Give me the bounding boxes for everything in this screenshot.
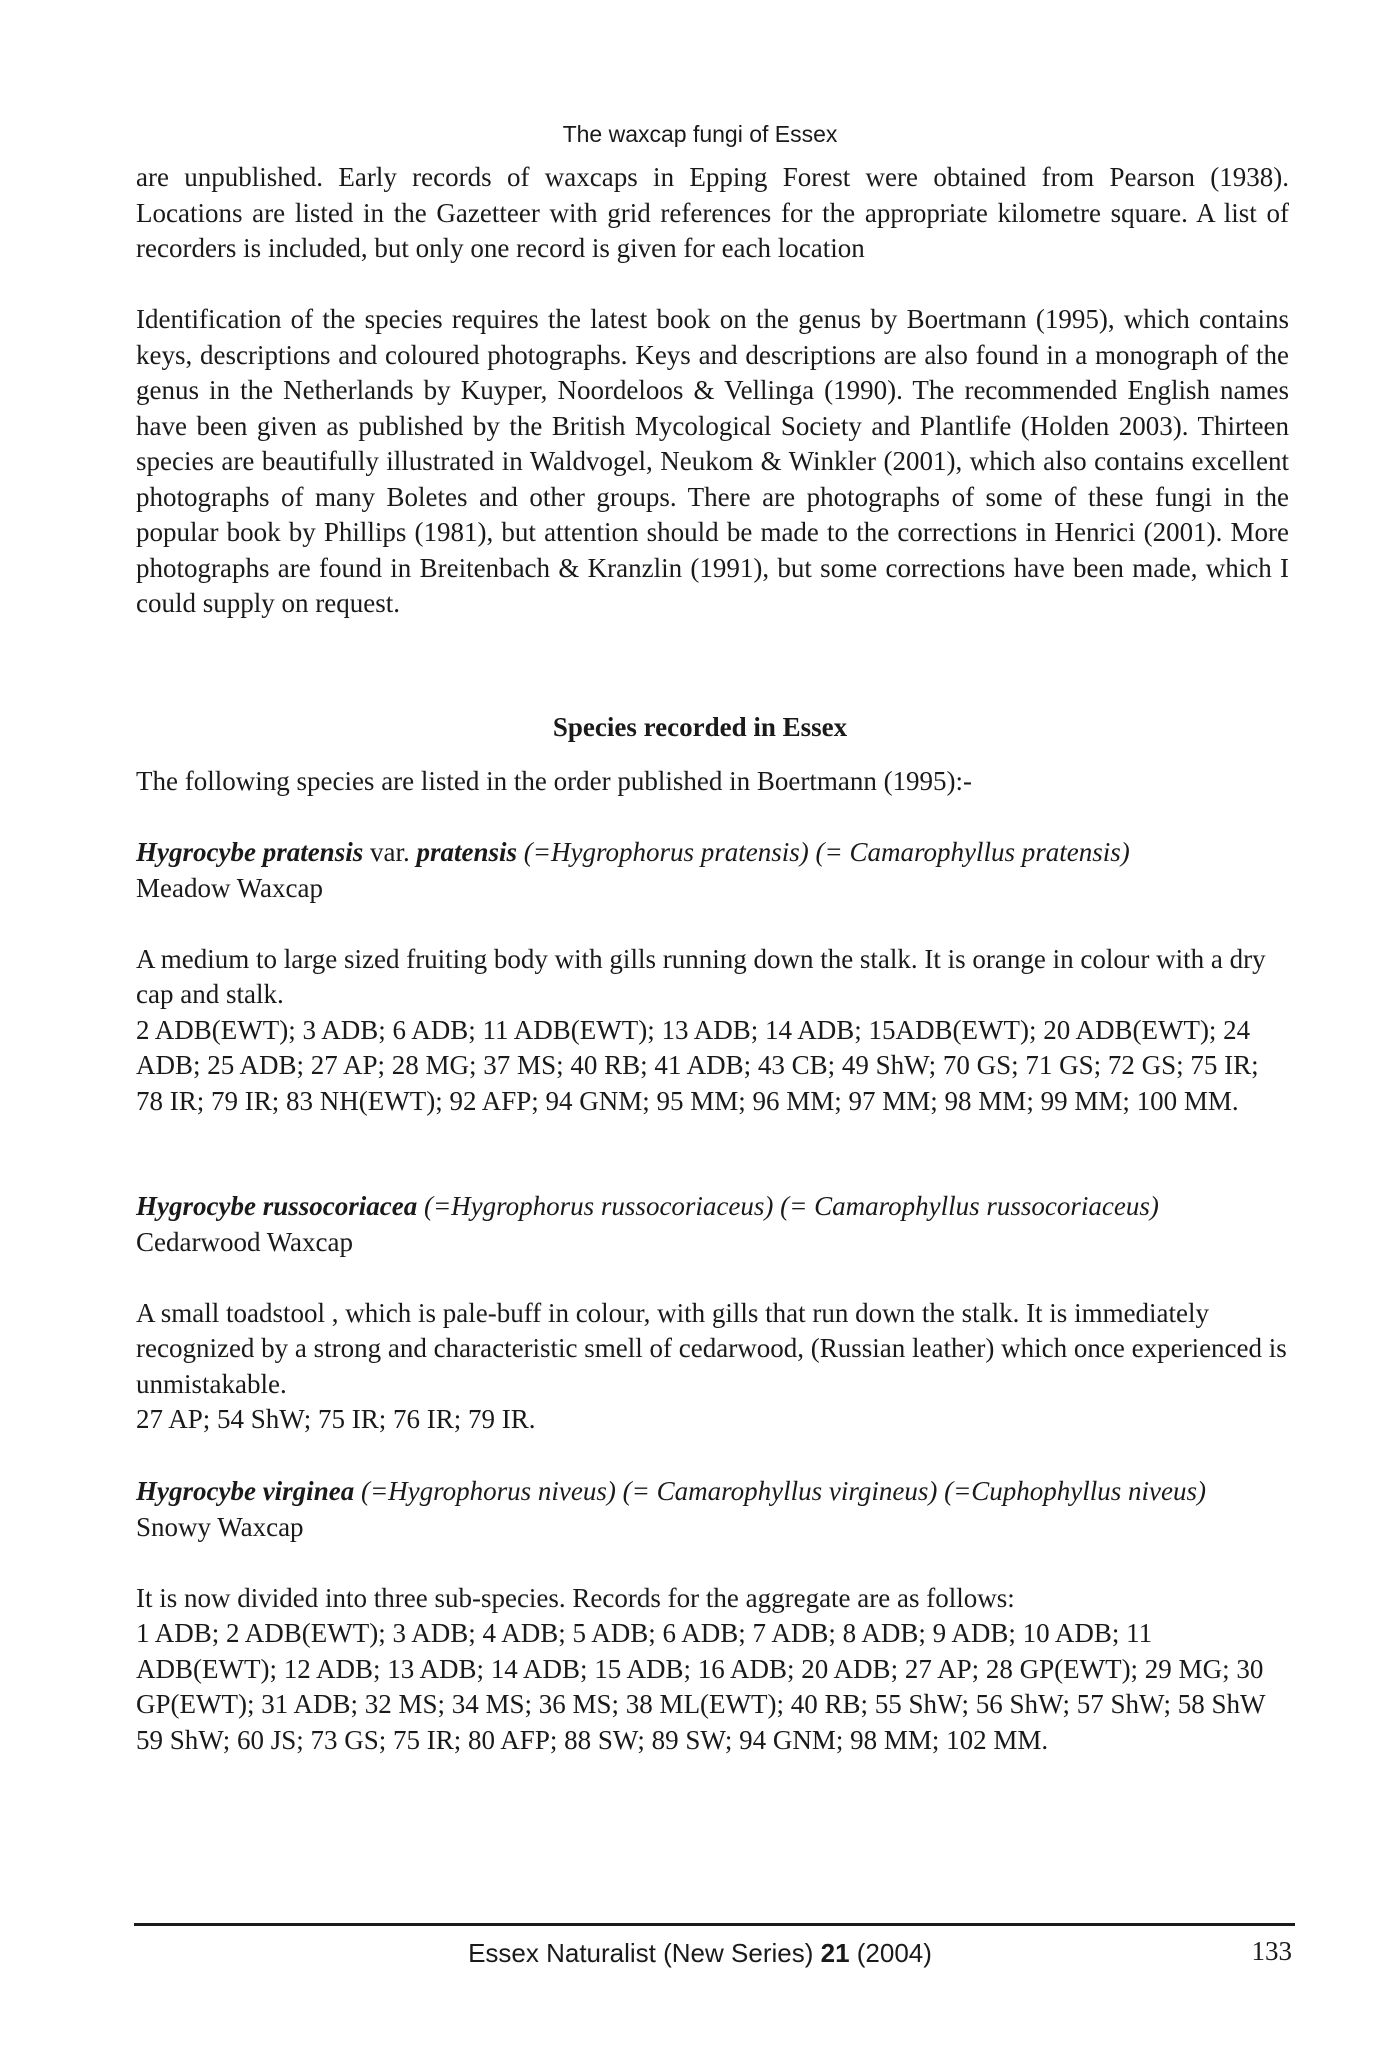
common-name: Snowy Waxcap <box>136 1511 304 1542</box>
page-number: 133 <box>1251 1936 1292 1966</box>
species-name: Hygrocybe virginea <box>136 1476 355 1506</box>
species-entry-virginea <box>136 1474 1289 1758</box>
intro-paragraph-2: Identification of the species requires the latest book on the genus by Boertmann (1995), which contains keys, descriptions and coloured photographs. Keys and descriptions are also found in a monograph of the genus in the Netherlands by Kuyper, Noordeloos & Vellinga (1990). The recommended English names have been given as published by the British Mycological Society and Plantlife (Holden 2003). Thirteen species are beautifully illustrated in Waldvogel, Neukom & Winkler (2001), which also contains excellent photographs of many Boletes and other groups. There are photographs of some of these fungi in the popular book by Phillips (1981), but attention should be made to the corrections in Henrici (2001). More photographs are found in Breitenbach & Kranzlin (1991), but some corrections have been made, which I could supply on request. <box>136 304 1289 618</box>
species-title <box>136 1189 1289 1225</box>
journal-volume: 21 <box>820 1938 850 1968</box>
common-name: Cedarwood Waxcap <box>136 1226 354 1257</box>
species-name: Hygrocybe russocoriacea <box>136 1191 418 1221</box>
species-name: Hygrocybe pratensis <box>136 837 364 867</box>
journal-name: Essex Naturalist (New Series) <box>468 1938 821 1968</box>
species-synonyms: (=Hygrophorus russocoriaceus) (= Camarophyllus russocoriaceus) <box>417 1191 1159 1221</box>
footer-journal-citation <box>0 1937 1400 1969</box>
species-description: A small toadstool , which is pale-buff in colour, with gills that run down the stalk. It is immediately recognized by a strong and characteristic smell of cedarwood, (Russian leather) which once experienced is unmistakable. <box>136 1297 1287 1399</box>
species-entry-russocoriacea <box>136 1189 1289 1438</box>
species-synonyms: (=Hygrophorus niveus) (= Camarophyllus virgineus) (=Cuphophyllus niveus) <box>354 1476 1207 1506</box>
species-title <box>136 1474 1289 1510</box>
species-title <box>136 835 1289 871</box>
species-records: 27 AP; 54 ShW; 75 IR; 76 IR; 79 IR. <box>136 1404 536 1434</box>
journal-year: (2004) <box>849 1938 932 1968</box>
variety-name: pratensis <box>416 837 518 867</box>
section-intro: The following species are listed in the order published in Boertmann (1995):- <box>136 766 973 796</box>
species-description: A medium to large sized fruiting body with gills running down the stalk. It is orange in colour with a dry cap and stalk. <box>136 943 1266 1009</box>
species-description: It is now divided into three sub-species. Records for the aggregate are as follows: <box>136 1582 1015 1613</box>
species-records: 2 ADB(EWT); 3 ADB; 6 ADB; 11 ADB(EWT); 13 ADB; 14 ADB; 15ADB(EWT); 20 ADB(EWT); 24 ADB; 25 ADB; 27 AP; 28 MG; 37 MS; 40 RB; 41 ADB; 43 CB; 49 ShW; 70 GS; 71 GS; 72 GS; 75 IR; 78 IR; 79 IR; 83 NH(EWT); 92 AFP; 94 GNM; 95 MM; 96 MM; 97 MM; 98 MM; 99 MM; 100 MM. <box>136 1014 1259 1116</box>
running-header: The waxcap fungi of Essex <box>562 121 838 147</box>
variety-label: var. <box>363 837 417 867</box>
section-heading: Species recorded in Essex <box>552 712 848 742</box>
intro-paragraph-1: are unpublished. Early records of waxcaps in Epping Forest were obtained from Pearson (1938). Locations are listed in the Gazetteer with grid references for the appropriate kilometre square. A list of recorders is included, but only one record is given for each location <box>136 162 1289 263</box>
species-synonyms: (=Hygrophorus pratensis) (= Camarophyllus pratensis) <box>517 837 1130 867</box>
species-entry-pratensis <box>136 835 1289 1119</box>
common-name: Meadow Waxcap <box>136 872 324 903</box>
footer-rule <box>134 1923 1295 1926</box>
species-records: 1 ADB; 2 ADB(EWT); 3 ADB; 4 ADB; 5 ADB; 6 ADB; 7 ADB; 8 ADB; 9 ADB; 10 ADB; 11 ADB(EWT); 12 ADB; 13 ADB; 14 ADB; 15 ADB; 16 ADB; 20 ADB; 27 AP; 28 GP(EWT); 29 MG; 30 GP(EWT); 31 ADB; 32 MS; 34 MS; 36 MS; 38 ML(EWT); 40 RB; 55 ShW; 56 ShW; 57 ShW; 58 ShW 59 ShW; 60 JS; 73 GS; 75 IR; 80 AFP; 88 SW; 89 SW; 94 GNM; 98 MM; 102 MM. <box>136 1618 1266 1755</box>
